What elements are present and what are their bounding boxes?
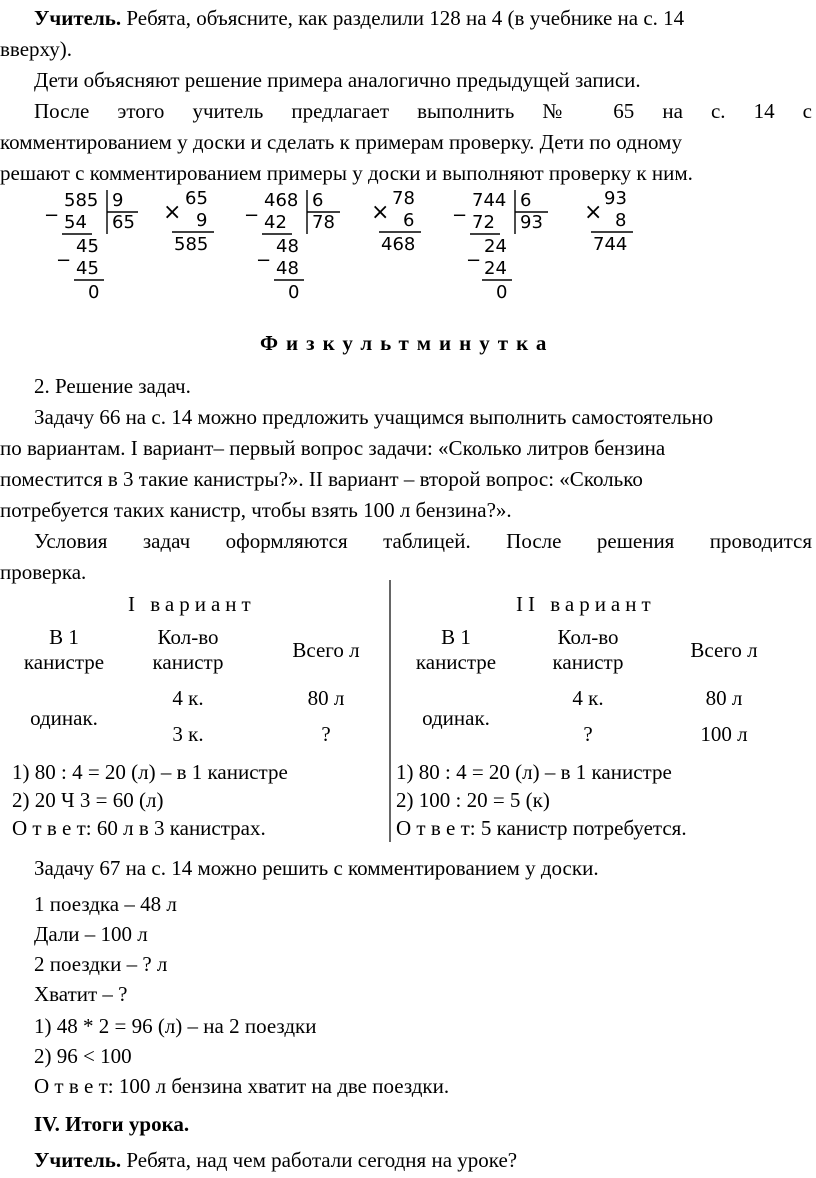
quotient: 93 xyxy=(520,212,543,233)
variant-1-col2-head-a: Кол-во xyxy=(157,625,219,649)
section2-p1-line3: поместится в 3 такие канистры?». II вариант – второй вопрос: «Сколько xyxy=(0,467,643,491)
teacher-label: Учитель. xyxy=(34,6,122,30)
variant-2-title: II вариант xyxy=(516,592,656,616)
closing-line: Учитель. Ребята, над чем работали сегодня на уроке? xyxy=(34,1148,518,1172)
step-subtrahend: 72 xyxy=(472,212,495,233)
quotient: 65 xyxy=(112,212,135,233)
check-factor-top: 78 xyxy=(392,188,415,209)
dividend: 585 xyxy=(64,190,99,211)
check-factor-top: 65 xyxy=(185,188,208,209)
dividend: 468 xyxy=(264,190,299,211)
minus-sign: − xyxy=(56,250,72,271)
step-remainder: 45 xyxy=(76,236,99,257)
variant-1-col2-value: 3 к. xyxy=(172,722,204,746)
step-remainder: 24 xyxy=(484,236,507,257)
times-sign: × xyxy=(584,200,603,225)
variant-2-col1-head-a: В 1 xyxy=(441,625,471,649)
dividend: 744 xyxy=(472,190,507,211)
variant-2-solution-1: 1) 80 : 4 = 20 (л) – в 1 канистре xyxy=(396,760,672,784)
intro-teacher-line2: вверху). xyxy=(0,37,72,61)
after-line3: решают с комментированием примеры у доски и выполняют проверку к ним. xyxy=(0,161,693,185)
variant-2-solution-2: 2) 100 : 20 = 5 (к) xyxy=(396,788,550,812)
check-product: 744 xyxy=(593,234,628,255)
task67-solution-2: 2) 96 < 100 xyxy=(34,1044,132,1068)
times-sign: × xyxy=(163,200,182,225)
divisor: 9 xyxy=(112,190,124,211)
step-subtrahend: 48 xyxy=(276,258,299,279)
divisor: 6 xyxy=(312,190,324,211)
task67-condition-4: Хватит – ? xyxy=(34,982,128,1006)
task67-condition-3: 2 поездки – ? л xyxy=(34,952,168,976)
variant-2-col3-value: 100 л xyxy=(700,722,748,746)
section2-p2-line1: Условия задач оформляются таблицей. После решения проводится xyxy=(34,529,812,553)
task67-condition-1: 1 поездка – 48 л xyxy=(34,892,177,916)
check-factor-bottom: 9 xyxy=(196,210,208,231)
fizkult-heading: Физкультминутка xyxy=(260,331,555,355)
divisor: 6 xyxy=(520,190,532,211)
variant-1-col2-value: 4 к. xyxy=(172,686,204,710)
variant-1-col1-head-a: В 1 xyxy=(49,625,79,649)
children-explain-line: Дети объясняют решение примера аналогично предыдущей записи. xyxy=(34,68,641,92)
check-product: 585 xyxy=(174,234,209,255)
step-final-remainder: 0 xyxy=(496,282,508,303)
teacher-label: Учитель. xyxy=(34,1148,122,1172)
variant-2-col2-head-a: Кол-во xyxy=(557,625,619,649)
variant-2-col2-value: 4 к. xyxy=(572,686,604,710)
variant-1-title: I вариант xyxy=(128,592,256,616)
variant-1-col3-value: ? xyxy=(321,722,331,746)
section2-p2-line2: проверка. xyxy=(0,560,87,584)
variant-1-solution-2: 2) 20 Ч 3 = 60 (л) xyxy=(12,788,164,812)
intro-teacher-line1: Учитель. Ребята, объясните, как разделили 128 на 4 (в учебнике на с. 14 xyxy=(34,6,685,30)
check-factor-top: 93 xyxy=(604,188,627,209)
variant-2-col1-head-b: канистре xyxy=(415,650,497,674)
task67-solution-1: 1) 48 * 2 = 96 (л) – на 2 поездки xyxy=(34,1014,317,1038)
variant-2-col3-value: 80 л xyxy=(705,686,743,710)
check-product: 468 xyxy=(381,234,416,255)
step-subtrahend: 45 xyxy=(76,258,99,279)
step-final-remainder: 0 xyxy=(88,282,100,303)
step-final-remainder: 0 xyxy=(288,282,300,303)
after-line1: После этого учитель предлагает выполнить № 65 на с. 14 с xyxy=(34,99,812,123)
variant-1-col2-head-b: канистр xyxy=(152,650,224,674)
variant-2-col3-head: Всего л xyxy=(690,638,758,662)
step-subtrahend: 54 xyxy=(64,212,87,233)
quotient: 78 xyxy=(312,212,335,233)
minus-sign: − xyxy=(452,205,468,226)
variant-1-col3-value: 80 л xyxy=(307,686,345,710)
section2-p1-line1: Задачу 66 на с. 14 можно предложить учащимся выполнить самостоятельно xyxy=(34,405,714,429)
minus-sign: − xyxy=(466,250,482,271)
minus-sign: − xyxy=(44,205,60,226)
task67-condition-2: Дали – 100 л xyxy=(34,922,148,946)
variant-1-answer: О т в е т: 60 л в 3 канистрах. xyxy=(12,816,266,840)
section2-p1-line2: по вариантам. I вариант– первый вопрос задачи: «Сколько литров бензина xyxy=(0,436,666,460)
variant-2-col2-head-b: канистр xyxy=(552,650,624,674)
variant-2-col2-value: ? xyxy=(583,722,593,746)
minus-sign: − xyxy=(244,205,260,226)
section2-p1-line4: потребуется таких канистр, чтобы взять 100 л бензина?». xyxy=(0,498,512,522)
check-factor-bottom: 8 xyxy=(615,210,627,231)
task67-answer: О т в е т: 100 л бензина хватит на две поездки. xyxy=(34,1074,450,1098)
minus-sign: − xyxy=(256,250,272,271)
variant-1-solution-1: 1) 80 : 4 = 20 (л) – в 1 канистре xyxy=(12,760,288,784)
times-sign: × xyxy=(371,200,390,225)
variant-1-row-label: одинак. xyxy=(30,706,98,730)
section4-heading: IV. Итоги урока. xyxy=(34,1112,190,1136)
after-line2: комментированием у доски и сделать к примерам проверку. Дети по одному xyxy=(0,130,682,154)
variant-1-col1-head-b: канистре xyxy=(23,650,105,674)
variant-2-row-label: одинак. xyxy=(422,706,490,730)
variant-1-col3-head: Всего л xyxy=(292,638,360,662)
section2-heading: 2. Решение задач. xyxy=(34,374,191,398)
step-remainder: 48 xyxy=(276,236,299,257)
variant-2-answer: О т в е т: 5 канистр потребуется. xyxy=(396,816,687,840)
step-subtrahend: 42 xyxy=(264,212,287,233)
check-factor-bottom: 6 xyxy=(403,210,415,231)
task67-intro: Задачу 67 на с. 14 можно решить с комментированием у доски. xyxy=(34,856,599,880)
step-subtrahend: 24 xyxy=(484,258,507,279)
